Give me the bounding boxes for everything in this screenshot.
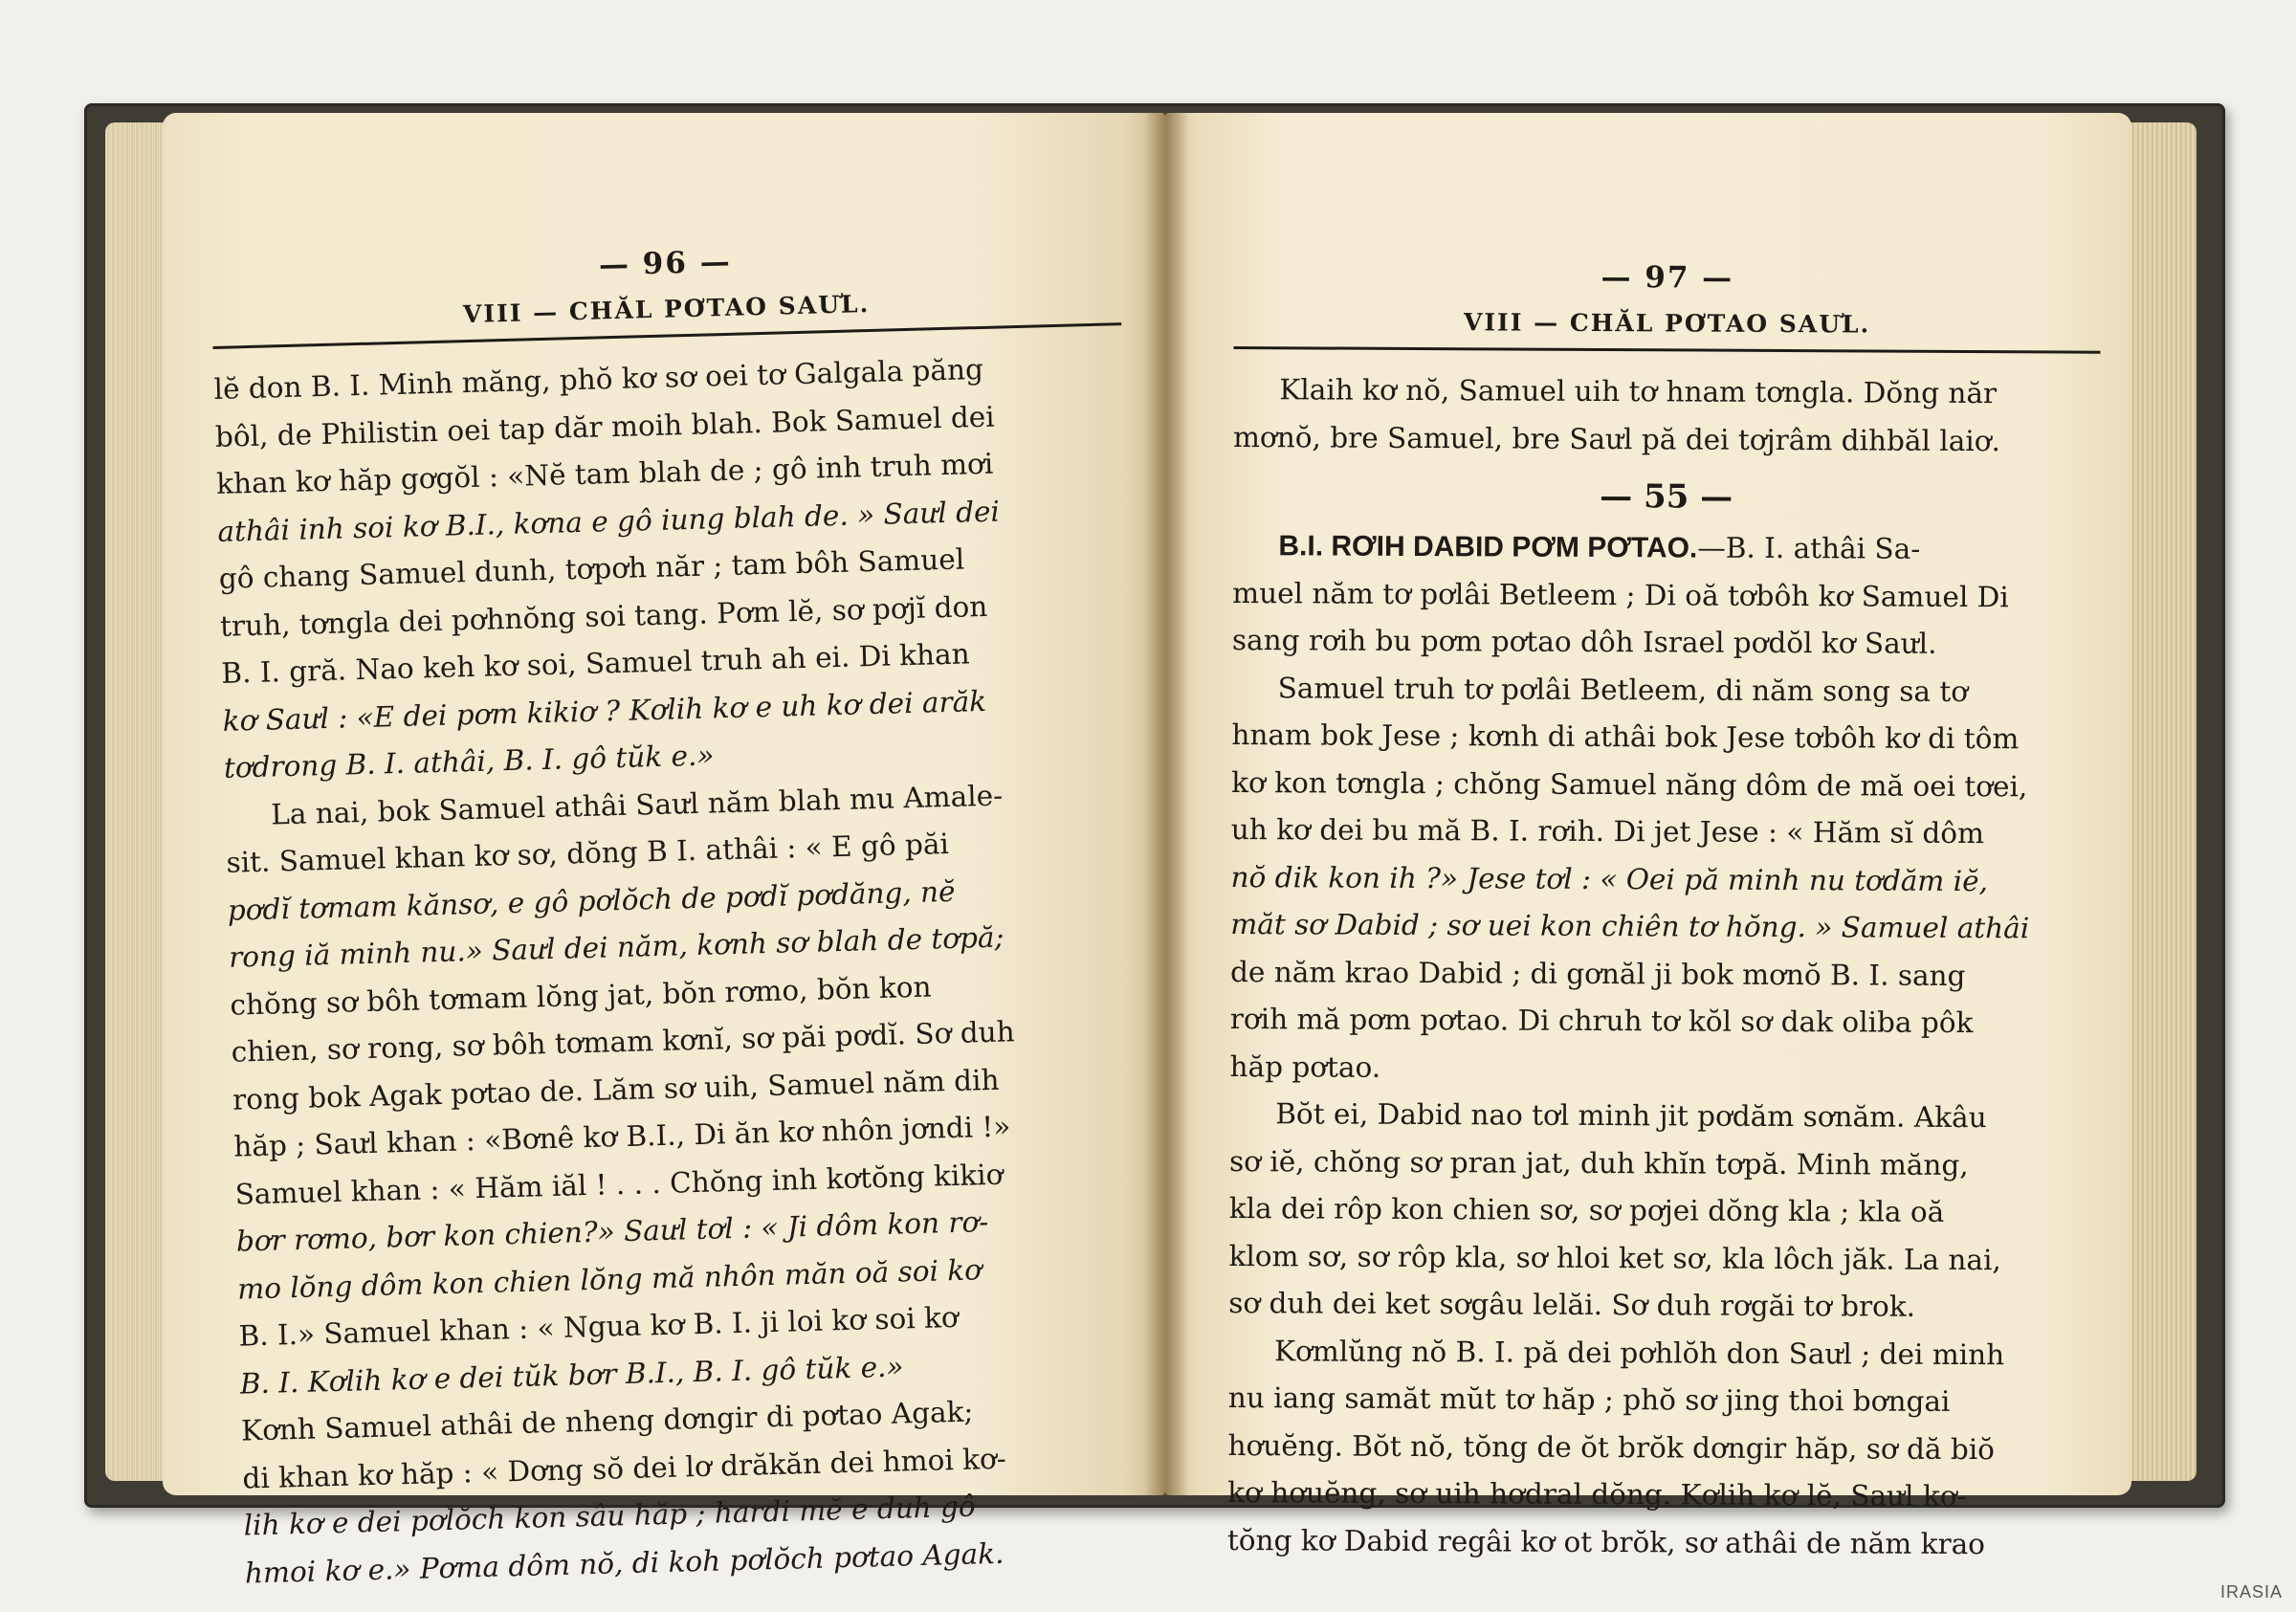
- watermark: IRASIA: [2219, 1582, 2283, 1601]
- text-line: Bŏt ei, Dabid nao tơl minh jit pơdăm sơnăm. Akâu: [1275, 1097, 1987, 1135]
- text-line: Klaih kơ nŏ, Samuel uih tơ hnam tơngla. Dŏng năr: [1279, 373, 1998, 410]
- text-line: kla dei rôp kon chien sơ, sơ pơjei dŏng kla ; kla oă: [1228, 1191, 1945, 1228]
- text-line: hơuĕng. Bŏt nŏ, tŏng de ŏt brŏk dơngir hăp, sơ dă biŏ: [1227, 1428, 1996, 1466]
- section-number: — 55 —: [1600, 477, 1733, 517]
- page-number: — 96 —: [598, 244, 733, 283]
- text-line: Samuel khan : « Hăm iăl ! . . . Chŏng inh kơtŏng kikiơ: [234, 1158, 1004, 1211]
- left-page-text: [210, 232, 1154, 1597]
- text-line: bơr rơmo, bơr kon chien?» Saưl tơl : « Ji dôm kon rơ-: [235, 1205, 989, 1258]
- text-line: hnam bok Jese ; kơnh di athâi bok Jese tơbôh kơ di tôm: [1231, 718, 2020, 756]
- text-line: B. I. Kơlih kơ e dei tŭk bơr B.I., B. I. gô tŭk e.»: [239, 1349, 904, 1401]
- book-gutter: [1144, 113, 1188, 1495]
- text-line: de năm krao Dabid ; di gơnăl ji bok mơnŏ B. I. sang: [1229, 955, 1966, 992]
- text-line: măt sơ Dabid ; sơ uei kon chiên tơ hŏng. » Samuel athâi: [1230, 907, 2030, 945]
- text-line: mơnŏ, bre Samuel, bre Saưl pă dei tơjrâm dihbăl laiơ.: [1232, 420, 2001, 457]
- text-line: lĕ don B. I. Minh măng, phŏ kơ sơ oei tơ Galgala păng: [213, 352, 984, 406]
- text-line: muel năm tơ pơlâi Betleem ; Di oă tơbôh kơ Samuel Di: [1232, 576, 2009, 613]
- text-line: pơdĭ tơmam kănsơ, e gô pơlŏch de pơdĭ pơdăng, nĕ: [227, 874, 956, 927]
- text-line: truh, tơngla dei pơhnŏng soi tang. Pơm lĕ, sơ pơjĭ don: [219, 589, 988, 643]
- text-line: nu iang samăt mŭt tơ hăp ; phŏ sơ jing thoi bơngai: [1227, 1380, 1951, 1418]
- text-line: gô chang Samuel dunh, tơpơh năr ; tam bôh Samuel: [218, 542, 965, 595]
- text-line: tơdrong B. I. athâi, B. I. gô tŭk e.»: [223, 739, 715, 784]
- text-line: —B. I. athâi Sa-: [1697, 531, 1921, 565]
- text-line: sơ iĕ, chŏng sơ pran jat, duh khĭn tơpă. Minh măng,: [1228, 1144, 1969, 1181]
- page-number: — 97 —: [1601, 260, 1734, 296]
- text-line: kơ hơuĕng, sơ uih hơdral dŏng. Kơlih kơ lĕ, Saưl kơ-: [1227, 1475, 1967, 1513]
- text-line: sang rơih bu pơm pơtao dôh Israel pơdŏl kơ Saưl.: [1231, 623, 1937, 660]
- page-edges-right: [2122, 122, 2197, 1481]
- text-line: chŏng sơ bôh tơmam lŏng jat, bŏn rơmo, bŏn kon: [230, 970, 932, 1022]
- running-head: VIII — CHĂL PƠTAO SAƯL.: [211, 278, 1121, 349]
- right-text-block-top: [1233, 366, 2101, 466]
- text-line: La nai, bok Samuel athâi Saưl năm blah mu Amale-: [270, 779, 1004, 831]
- text-line: di khan kơ hăp : « Dơng sŏ dei lơ drăkăn dei hmoi kơ-: [241, 1442, 1007, 1495]
- text-line: rơih mă pơm pơtao. Di chruh tơ kŏl sơ dak oliba pôk: [1229, 1002, 1974, 1040]
- text-line: bôl, de Philistin oei tap dăr moih blah. Bok Samuel dei: [214, 400, 996, 453]
- text-line: Samuel truh tơ pơlâi Betleem, di năm song sa tơ: [1277, 671, 1969, 708]
- text-line: B. I. gră. Nao keh kơ soi, Samuel truh ah ei. Di khan: [220, 637, 971, 690]
- text-line: nŏ dik kon ih ?» Jese tơl : « Oei pă minh nu tơdăm iĕ,: [1230, 860, 1989, 897]
- text-line: kơ kon tơngla ; chŏng Samuel năng dôm de mă oei tơei,: [1231, 765, 2028, 803]
- text-line: khan kơ hăp gơgŏl : «Nĕ tam blah de ; gô inh truh mơi: [215, 447, 994, 500]
- section-heading: B.I. RƠIH DABID PƠM PƠTAO.: [1278, 530, 1698, 564]
- text-line: klom sơ, sơ rôp kla, sơ hloi ket sơ, kla lôch jăk. La nai,: [1228, 1239, 2001, 1276]
- text-line: B. I.» Samuel khan : « Ngua kơ B. I. ji loi kơ soi kơ: [238, 1300, 960, 1353]
- text-line: athâi inh soi kơ B.I., kơna e gô iung blah de. » Saưl dei: [217, 495, 1001, 548]
- text-line: mo lŏng dôm kon chien lŏng mă nhôn măn oă soi kơ: [236, 1252, 982, 1306]
- text-line: hăp pơtao.: [1229, 1049, 1381, 1084]
- text-line: lih kơ e dei pơlŏch kon sâu hăp ; hardi mĕ e duh gô: [243, 1490, 977, 1542]
- text-line: Kơmlŭng nŏ B. I. pă dei pơhlŏh don Saưl ; dei minh: [1273, 1334, 2005, 1371]
- section-heading-line: [1232, 522, 2099, 574]
- text-line: tŏng kơ Dabid regâi kơ ot brŏk, sơ athâi de năm krao: [1226, 1523, 1986, 1560]
- right-page-text: [1227, 256, 2101, 1569]
- text-line: hăp ; Saưl khan : «Bơnê kơ B.I., Di ăn kơ nhôn jơndi !»: [232, 1110, 1011, 1163]
- left-text-block: [213, 342, 1154, 1597]
- text-line: kơ Saưl : «E dei pơm kikiơ ? Kơlih kơ e uh kơ dei arăk: [222, 684, 987, 738]
- running-head: VIII — CHĂL PƠTAO SAƯL.: [1233, 302, 2100, 354]
- text-line: chien, sơ rong, sơ bôh tơmam kơnĭ, sơ păi pơdĭ. Sơ duh: [231, 1015, 1016, 1069]
- text-line: sơ duh dei ket sơgâu lelăi. Sơ duh rơgăi tơ brok.: [1228, 1286, 1916, 1323]
- right-text-block-bottom: [1227, 569, 2099, 1568]
- text-line: rong bok Agak pơtao de. Lăm sơ uih, Samuel năm dih: [232, 1063, 1000, 1116]
- text-line: rong iă minh nu.» Saưl dei năm, kơnh sơ blah de tơpă;: [228, 920, 1004, 974]
- text-line: Kơnh Samuel athâi de nheng dơngir di pơtao Agak;: [240, 1395, 974, 1447]
- text-line: hmoi kơ e.» Pơma dôm nŏ, di koh pơlŏch pơtao Agak.: [244, 1536, 1004, 1590]
- text-line: uh kơ dei bu mă B. I. rơih. Di jet Jese : « Hăm sĭ dôm: [1230, 812, 1985, 850]
- text-line: sit. Samuel khan kơ sơ, dŏng B I. athâi : « E gô păi: [226, 828, 950, 879]
